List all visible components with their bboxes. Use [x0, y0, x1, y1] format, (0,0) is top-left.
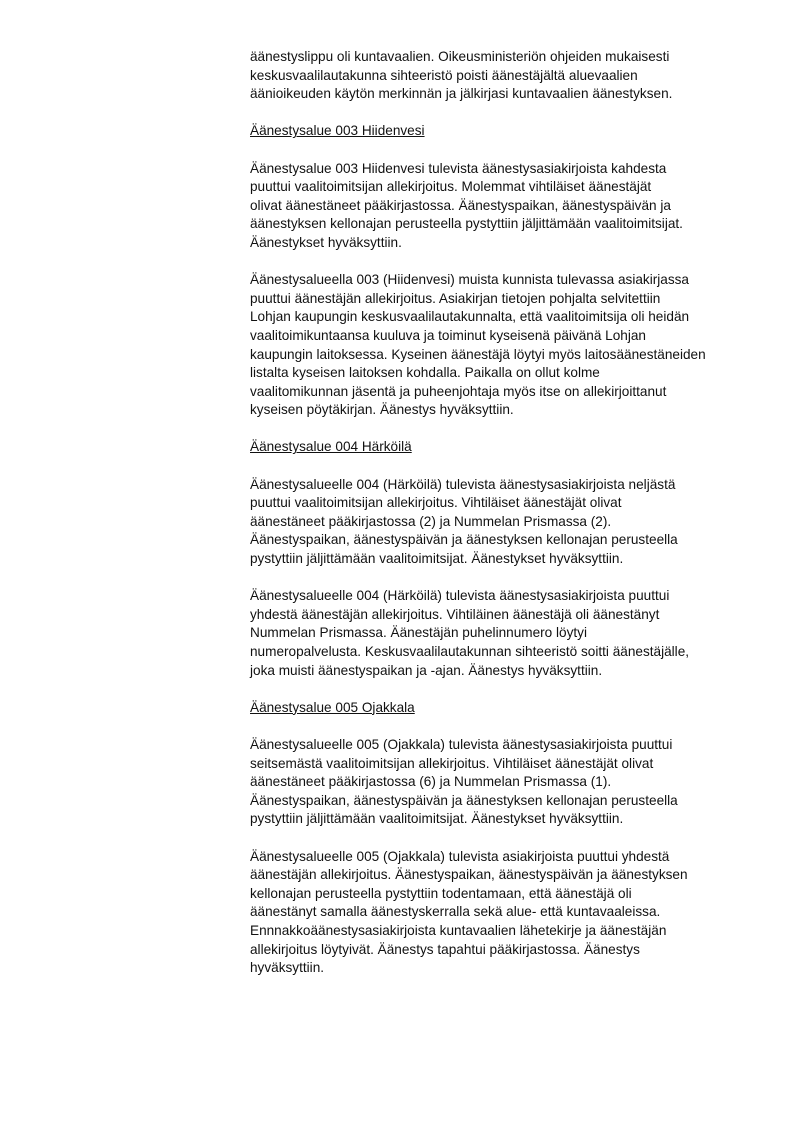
section-heading-ojakkala: Äänestysalue 005 Ojakkala: [250, 699, 415, 715]
text-line: kellonajan perusteella pystyttiin todentamaan, että äänestäjä oli: [250, 885, 632, 901]
text-line: Äänestyspaikan, äänestyspäivän ja äänestyksen kellonajan perusteella: [250, 532, 678, 548]
text-line: äänestyslippu oli kuntavaalien. Oikeusministeriön ohjeiden mukaisesti: [250, 49, 670, 64]
text-line: äänestäjän allekirjoitus. Äänestyspaikan, äänestyspäivän ja äänestyksen: [250, 867, 688, 883]
text-line: pystyttiin jäljittämään vaalitoimitsijat. Äänestykset hyväksyttiin.: [250, 551, 624, 567]
text-line: Ennnakkoäänestysasiakirjoista kuntavaalien lähetekirje ja äänestäjän: [250, 922, 667, 938]
paragraph: [250, 48, 750, 104]
text-line: puuttui äänestäjän allekirjoitus. Asiakirjan tietojen pohjalta selvitettiin: [250, 290, 661, 306]
section-heading-hiidenvesi: Äänestysalue 003 Hiidenvesi: [250, 123, 425, 139]
text-line: numeropalvelusta. Keskusvaalilautakunnan sihteeristö soitti äänestäjälle,: [250, 644, 690, 659]
text-line: Äänestysalueella 003 (Hiidenvesi) muista kunnista tulevassa asiakirjassa: [250, 272, 689, 288]
text-line: joka muisti äänestyspaikan ja -ajan. Äänestys hyväksyttiin.: [250, 662, 603, 678]
text-line: seitsemästä vaalitoimitsijan allekirjoitus. Vihtiläiset äänestäjät olivat: [250, 755, 654, 771]
text-line: kyseisen pöytäkirjan. Äänestys hyväksyttiin.: [250, 402, 514, 418]
text-line: olivat äänestäneet pääkirjastossa. Äänestyspaikan, äänestyspäivän ja: [250, 197, 671, 213]
text-line: kaupungin laitoksessa. Kyseinen äänestäjä löytyi myös laitosäänestäneiden: [250, 346, 706, 362]
text-line: äänestäneet pääkirjastossa (6) ja Nummelan Prismassa (1).: [250, 774, 612, 790]
document-page: [250, 48, 750, 996]
text-line: puuttui vaalitoimitsijan allekirjoitus. Vihtiläiset äänestäjät olivat: [250, 495, 622, 511]
text-line: keskusvaalilautakunna sihteeristö poisti äänestäjältä aluevaalien: [250, 67, 638, 83]
text-line: pystyttiin jäljittämään vaalitoimitsijat. Äänestykset hyväksyttiin.: [250, 811, 624, 827]
text-line: äänioikeuden käytön merkinnän ja jälkirjasi kuntavaalien äänestyksen.: [250, 86, 673, 102]
text-line: Nummelan Prismassa. Äänestäjän puhelinnumero löytyi: [250, 625, 587, 641]
text-line: äänestyksen kellonajan perusteella pystyttiin jäljittämään vaalitoimitsijat.: [250, 216, 683, 232]
text-line: puuttui vaalitoimitsijan allekirjoitus. Molemmat vihtiläiset äänestäjät: [250, 179, 652, 195]
paragraph: [250, 736, 750, 829]
text-line: Äänestyspaikan, äänestyspäivän ja äänestyksen kellonajan perusteella: [250, 792, 678, 808]
paragraph: [250, 587, 750, 680]
text-line: yhdestä äänestäjän allekirjoitus. Vihtiläinen äänestäjä oli äänestänyt: [250, 606, 660, 622]
text-line: äänestänyt samalla äänestyskerralla sekä alue- että kuntavaaleissa.: [250, 904, 661, 920]
text-line: Äänestysalueelle 005 (Ojakkala) tulevista asiakirjoista puuttui yhdestä: [250, 848, 670, 864]
text-line: listalta kyseisen laitoksen kohdalla. Paikalla on ollut kolme: [250, 365, 600, 381]
text-line: Äänestysalue 003 Hiidenvesi tulevista äänestysasiakirjoista kahdesta: [250, 160, 667, 176]
section-heading-harkoila: Äänestysalue 004 Härköilä: [250, 439, 412, 455]
paragraph: [250, 271, 750, 420]
text-line: Äänestysalueelle 004 (Härköilä) tulevista äänestysasiakirjoista puuttui: [250, 588, 670, 604]
text-line: Äänestysalueelle 005 (Ojakkala) tulevista äänestysasiakirjoista puuttui: [250, 736, 673, 752]
paragraph: [250, 848, 750, 978]
text-line: hyväksyttiin.: [250, 960, 325, 976]
paragraph: [250, 476, 750, 569]
text-line: Lohjan kaupungin keskusvaalilautakunnalta, että vaalitoimitsija oli heidän: [250, 309, 690, 325]
paragraph: [250, 160, 750, 253]
text-line: allekirjoitus löytyivät. Äänestys tapahtui pääkirjastossa. Äänestys: [250, 941, 640, 957]
text-line: äänestäneet pääkirjastossa (2) ja Nummelan Prismassa (2).: [250, 513, 612, 529]
text-line: vaalitoimikuntaansa kuuluva ja toiminut kyseisenä päivänä Lohjan: [250, 327, 646, 343]
text-line: Äänestysalueelle 004 (Härköilä) tulevista äänestysasiakirjoista neljästä: [250, 476, 676, 492]
text-line: vaalitomikunnan jäsentä ja puheenjohtaja myös itse on allekirjoittanut: [250, 383, 667, 399]
text-line: Äänestykset hyväksyttiin.: [250, 234, 402, 250]
